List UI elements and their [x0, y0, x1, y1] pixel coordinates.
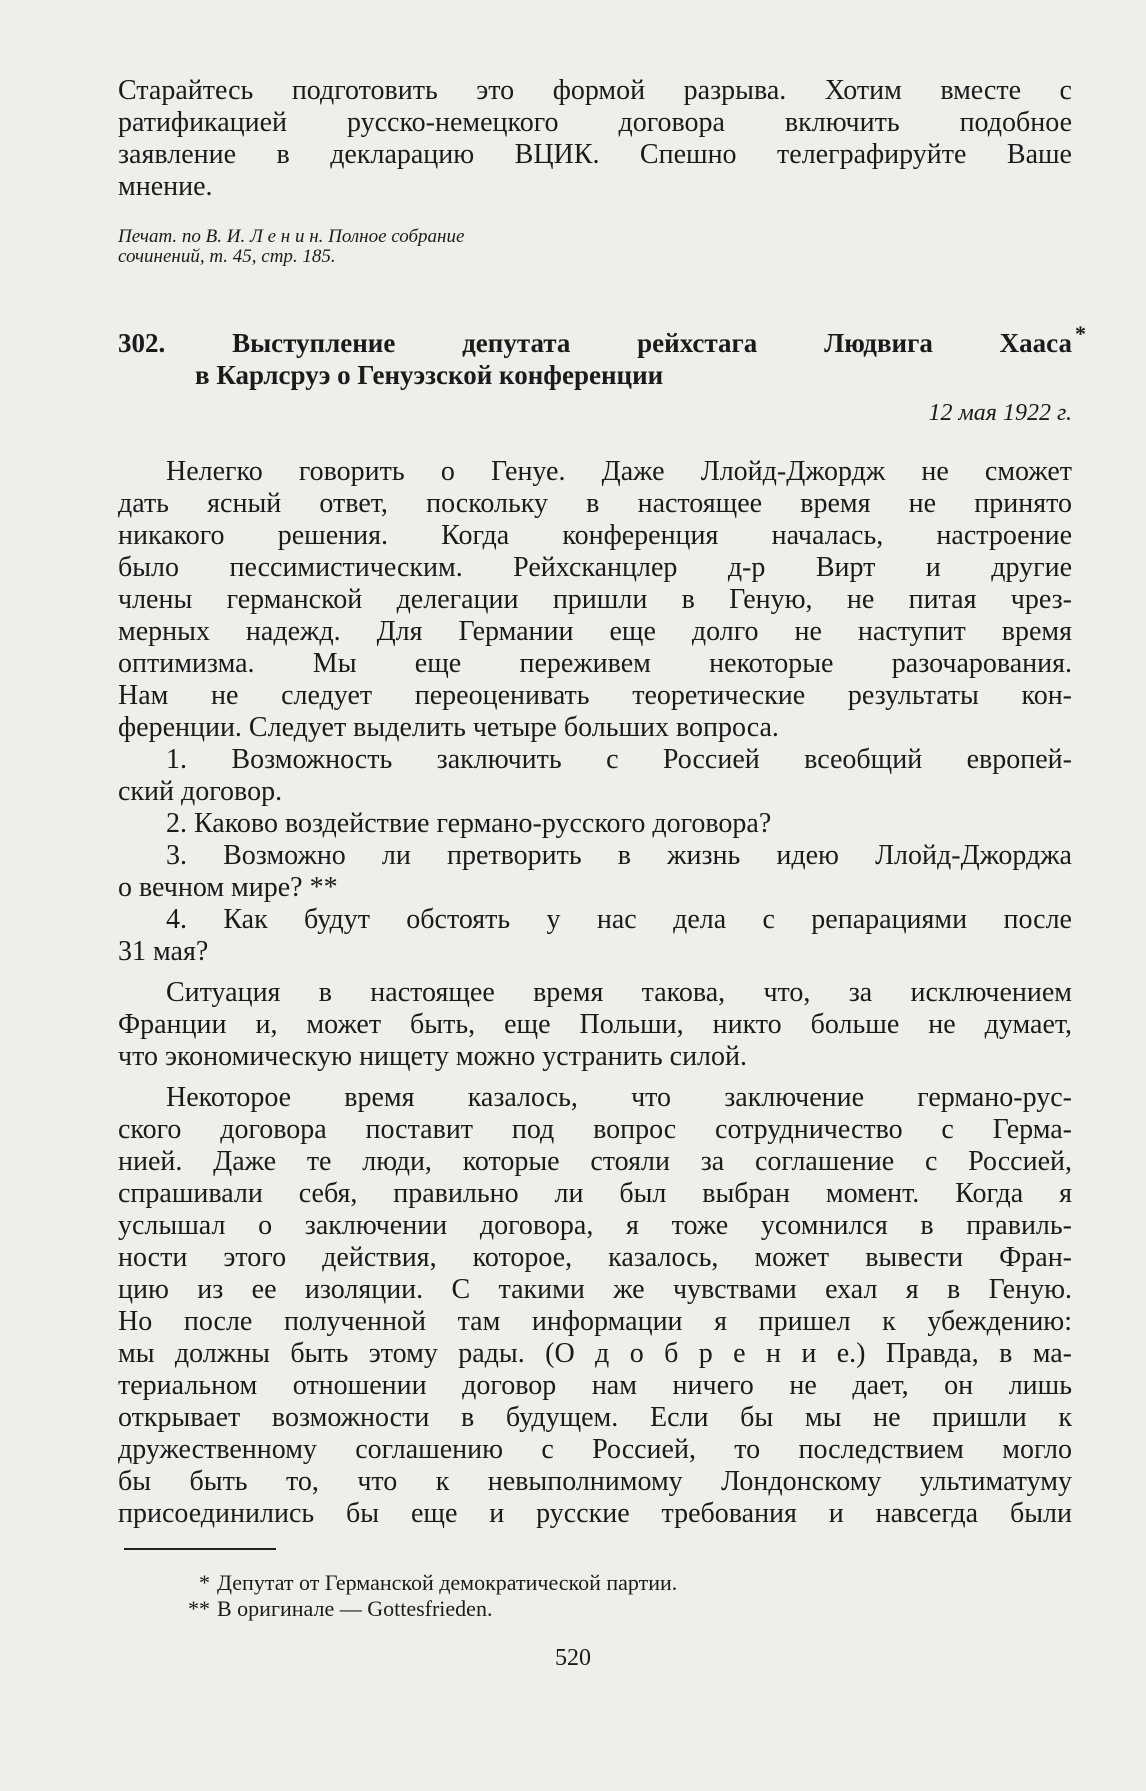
footnote-mark: * [199, 1570, 210, 1595]
text-line: мерных надежд. Для Германии еще долго не наступит время [118, 616, 1072, 647]
text-line: дружественному соглашению с Россией, то последствием могло [118, 1434, 1072, 1465]
text-line: цию из ее изоляции. С такими же чувствами ехал я в Геную. [118, 1274, 1072, 1305]
source-line-2: сочинений, т. 45, стр. 185. [118, 246, 336, 267]
text-line: териальном отношении договор нам ничего не дает, он лишь [118, 1370, 1072, 1401]
source-line-1: Печат. по В. И. Л е н и н. Полное собрание [118, 226, 465, 247]
text-line: открывает возможности в будущем. Если бы мы не пришли к [118, 1402, 1072, 1433]
footnote-text: В оригинале — Gottesfrieden. [217, 1596, 493, 1621]
source-citation [118, 227, 1072, 267]
text-line: Нам не следует переоценивать теоретические результаты кон- [118, 680, 1072, 711]
text-line: 2. Каково воздействие германо-русского договора? [166, 808, 772, 839]
heading-line-2: в Карлсруэ о Генуэзской конференции [195, 360, 664, 390]
text-line: 1. Возможность заключить с Россией всеобщий европей- [166, 744, 1072, 775]
text-line: ский договор. [118, 776, 283, 807]
footnote-mark: ** [188, 1596, 210, 1621]
text-line: о вечном мире? ** [118, 872, 338, 903]
footnote [118, 1596, 1072, 1622]
text-line: ференции. Следует выделить четыре больших вопроса. [118, 712, 779, 743]
document-heading [118, 321, 1086, 391]
text-line: Ситуация в настоящее время такова, что, за исключением [166, 977, 1072, 1008]
text-line: дать ясный ответ, поскольку в настоящее время не принято [118, 488, 1072, 519]
text-line: бы быть то, что к невыполнимому Лондонскому ультиматуму [118, 1466, 1072, 1497]
footnotes [118, 1570, 1072, 1622]
text-line: члены германской делегации пришли в Геную, не питая чрез- [118, 584, 1072, 615]
text-line: ности этого действия, которое, казалось, может вывести Фран- [118, 1242, 1072, 1273]
text-line: 4. Как будут обстоять у нас дела с репарациями после [166, 904, 1072, 935]
footnote [118, 1570, 1072, 1596]
text-line: Нелегко говорить о Генуе. Даже Ллойд-Джордж не сможет [166, 456, 1072, 487]
text-line: мнение. [118, 171, 213, 202]
text-line: 3. Возможно ли претворить в жизнь идею Ллойд-Джорджа [166, 840, 1072, 871]
intro-paragraph [118, 75, 1072, 203]
text-line: ратификацией русско-немецкого договора включить подобное [118, 107, 1072, 138]
body-text [118, 456, 1072, 1530]
document-date: 12 мая 1922 г. [928, 400, 1072, 426]
text-line: заявление в декларацию ВЦИК. Спешно телеграфируйте Ваше [118, 139, 1072, 170]
page-number: 520 [555, 1645, 591, 1671]
heading-line-1: 302. Выступление депутата рейхстага Людвига Хааса [118, 328, 1072, 358]
text-line: нией. Даже те люди, которые стояли за соглашение с Россией, [118, 1146, 1072, 1177]
text-line: что экономическую нищету можно устранить силой. [118, 1041, 748, 1072]
text-line: ского договора поставит под вопрос сотрудничество с Герма- [118, 1114, 1072, 1145]
text-line: оптимизма. Мы еще переживем некоторые разочарования. [118, 648, 1072, 679]
text-line: Некоторое время казалось, что заключение германо-рус- [166, 1082, 1072, 1113]
text-line: 31 мая? [118, 936, 209, 967]
heading-footnote-mark: * [1075, 321, 1086, 346]
text-line: спрашивали себя, правильно ли был выбран момент. Когда я [118, 1178, 1072, 1209]
text-line: было пессимистическим. Рейхсканцлер д-р Вирт и другие [118, 552, 1072, 583]
text-line: услышал о заключении договора, я тоже усомнился в правиль- [118, 1210, 1072, 1241]
text-line: Старайтесь подготовить это формой разрыва. Хотим вместе с [118, 75, 1072, 106]
text-line: никакого решения. Когда конференция началась, настроение [118, 520, 1072, 551]
footnote-divider [124, 1548, 276, 1550]
text-line: Франции и, может быть, еще Польши, никто больше не думает, [118, 1009, 1072, 1040]
text-line: Но после полученной там информации я пришел к убеждению: [118, 1306, 1072, 1337]
text-line: мы должны быть этому рады. (О д о б р е н и е.) Правда, в ма- [118, 1338, 1072, 1369]
footnote-text: Депутат от Германской демократической партии. [217, 1570, 678, 1595]
text-line: присоединились бы еще и русские требования и навсегда были [118, 1498, 1072, 1529]
